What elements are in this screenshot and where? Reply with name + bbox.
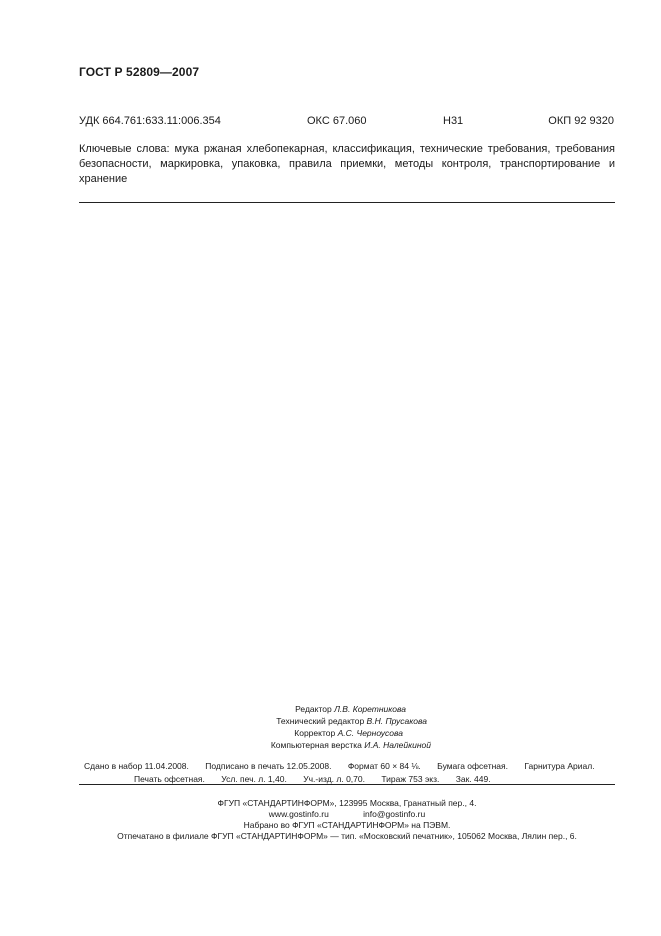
publisher-printed: Отпечатано в филиале ФГУП «СТАНДАРТИНФОРМ» — тип. «Московский печатник», 105062 Москва, Лялин пер., 6.	[117, 831, 577, 841]
group-code: Н31	[443, 115, 464, 127]
publisher-email-link[interactable]: info@gostinfo.ru	[363, 809, 426, 819]
credit-layout-label: Компьютерная верстка	[270, 740, 362, 750]
credit-tech-editor	[150, 715, 427, 727]
document-code: ГОСТ Р 52809—2007	[79, 65, 200, 79]
print-signed: Подписано в печать 12.05.2008.	[205, 761, 332, 771]
publisher-typeset: Набрано во ФГУП «СТАНДАРТИНФОРМ» на ПЭВМ.	[243, 820, 451, 830]
credit-editor-label: Редактор	[295, 704, 332, 714]
print-typeface: Гарнитура Ариал.	[524, 761, 595, 771]
print-format: Формат 60 × 84 ⅛.	[347, 761, 421, 771]
credit-editor-name: Л.В. Коретникова	[334, 704, 406, 714]
udk-code: УДК 664.761:633.11:006.354	[79, 115, 221, 127]
divider-top	[79, 202, 615, 203]
print-run: Тираж 753 экз.	[381, 774, 440, 784]
credit-corrector-name: А.С. Черноусова	[337, 728, 403, 738]
credit-tech-name: В.Н. Прусакова	[366, 716, 427, 726]
credit-editor	[150, 703, 406, 715]
keywords-paragraph: Ключевые слова: мука ржаная хлебопекарная, классификация, технические требования, требования безопасности, маркировка, упаковка, правила приемки, методы контроля, транспортирование и хранение	[79, 143, 615, 185]
oks-code: ОКС 67.060	[307, 115, 367, 127]
credit-layout-name: И.А. Налейкиной	[364, 740, 431, 750]
print-pub-sheets: Уч.-изд. л. 0,70.	[303, 774, 365, 784]
print-method: Печать офсетная.	[134, 774, 205, 784]
credit-layout	[150, 739, 431, 751]
publisher-address: ФГУП «СТАНДАРТИНФОРМ», 123995 Москва, Гранатный пер., 4.	[217, 798, 477, 808]
credit-corrector	[150, 727, 403, 739]
okp-code: ОКП 92 9320	[548, 115, 614, 127]
publisher-site-link[interactable]: www.gostinfo.ru	[268, 809, 329, 819]
credit-corrector-label: Корректор	[294, 728, 336, 738]
print-order: Зак. 449.	[455, 774, 491, 784]
print-sheets: Усл. печ. л. 1,40.	[221, 774, 287, 784]
divider-bottom	[79, 784, 615, 785]
print-info-line-1	[84, 760, 609, 772]
print-paper: Бумага офсетная.	[437, 761, 508, 771]
credit-tech-label: Технический редактор	[276, 716, 365, 726]
print-submitted: Сдано в набор 11.04.2008.	[84, 761, 189, 771]
classification-row	[79, 115, 614, 129]
